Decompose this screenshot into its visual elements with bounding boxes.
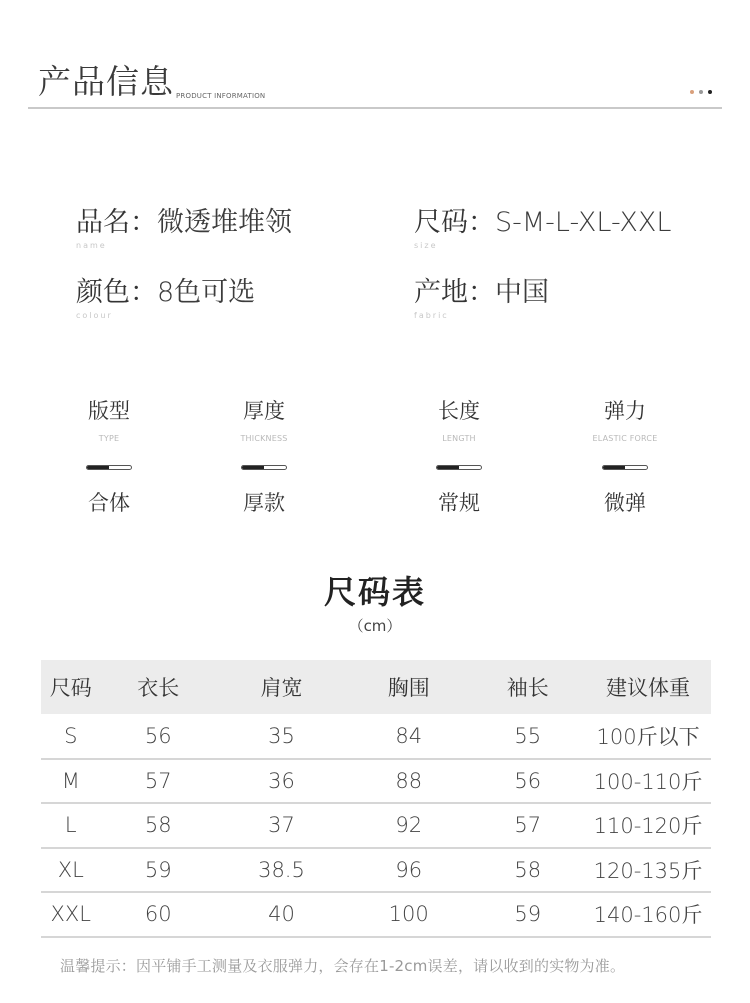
size-chart-title: 尺码表 <box>323 573 426 611</box>
header-divider <box>28 107 722 109</box>
attribute-thickness <box>194 398 334 516</box>
attribute-type <box>39 398 179 516</box>
page-subtitle: PRODUCT INFORMATION <box>176 92 266 100</box>
table-cell: 36 <box>216 759 347 804</box>
table-row <box>41 759 711 804</box>
attribute-value: 微弹 <box>604 491 646 515</box>
table-cell: 84 <box>347 714 471 759</box>
page-title: 产品信息 <box>38 62 174 101</box>
table-cell: 57 <box>471 803 586 848</box>
table-cell: 56 <box>101 714 216 759</box>
table-cell: 92 <box>347 803 471 848</box>
attribute-en: TYPE <box>98 434 120 443</box>
info-origin-value: 中国 <box>495 277 549 308</box>
table-header-cell: 胸围 <box>347 660 471 714</box>
info-name <box>76 206 292 251</box>
meter-fill <box>603 466 625 469</box>
table-cell: 100 <box>347 892 471 937</box>
table-row <box>41 714 711 759</box>
size-chart-heading <box>0 572 750 636</box>
table-cell: 57 <box>101 759 216 804</box>
table-cell: L <box>41 803 101 848</box>
attribute-meter <box>241 465 287 470</box>
table-cell: XL <box>41 848 101 893</box>
attribute-length <box>389 398 529 516</box>
info-color-value: 8色可选 <box>157 277 256 308</box>
info-name-label: 品名： <box>76 207 157 238</box>
table-cell: 96 <box>347 848 471 893</box>
table-cell: 56 <box>471 759 586 804</box>
table-cell: 58 <box>471 848 586 893</box>
attribute-value: 常规 <box>438 491 480 515</box>
attribute-label: 长度 <box>438 399 480 423</box>
table-cell: 100斤以下 <box>585 714 711 759</box>
table-cell: 35 <box>216 714 347 759</box>
table-cell: 37 <box>216 803 347 848</box>
attribute-value: 合体 <box>88 491 130 515</box>
meter-fill <box>242 466 264 469</box>
meter-fill <box>437 466 459 469</box>
table-header-cell: 衣长 <box>101 660 216 714</box>
table-cell: 40 <box>216 892 347 937</box>
size-table <box>41 660 711 938</box>
decorative-dots <box>690 90 712 94</box>
attribute-en: ELASTIC FORCE <box>592 434 658 443</box>
table-cell: 88 <box>347 759 471 804</box>
table-cell: 58 <box>101 803 216 848</box>
attribute-en: LENGTH <box>442 434 476 443</box>
table-header-cell: 尺码 <box>41 660 101 714</box>
info-size-en: size <box>414 241 438 250</box>
table-cell: 55 <box>471 714 586 759</box>
attribute-meter <box>86 465 132 470</box>
attribute-label: 厚度 <box>243 399 285 423</box>
table-cell: 38.5 <box>216 848 347 893</box>
info-color-en: colour <box>76 311 113 320</box>
info-size <box>414 206 671 251</box>
table-cell: 59 <box>471 892 586 937</box>
attribute-value: 厚款 <box>243 491 285 515</box>
info-size-label: 尺码： <box>414 207 495 238</box>
info-color <box>76 276 255 321</box>
table-cell: S <box>41 714 101 759</box>
table-header-cell: 袖长 <box>471 660 586 714</box>
table-cell: 140-160斤 <box>585 892 711 937</box>
info-origin-label: 产地： <box>414 277 495 308</box>
table-cell: 120-135斤 <box>585 848 711 893</box>
info-origin <box>414 276 549 321</box>
attribute-label: 版型 <box>88 399 130 423</box>
table-header-row <box>41 660 711 714</box>
dot-icon <box>699 90 703 94</box>
info-color-label: 颜色： <box>76 277 157 308</box>
info-origin-en: fabric <box>414 311 449 320</box>
dot-icon <box>708 90 712 94</box>
table-header-cell: 建议体重 <box>585 660 711 714</box>
attribute-label: 弹力 <box>604 399 646 423</box>
table-cell: M <box>41 759 101 804</box>
info-name-value: 微透堆堆领 <box>157 207 292 238</box>
table-row <box>41 892 711 937</box>
table-cell: XXL <box>41 892 101 937</box>
size-chart-title-box <box>318 572 432 612</box>
measurement-note: 温馨提示：因平铺手工测量及衣服弹力，会存在1-2cm误差，请以收到的实物为准。 <box>60 957 626 975</box>
header <box>0 0 750 112</box>
size-chart-unit: （cm） <box>348 617 402 635</box>
attribute-meter <box>436 465 482 470</box>
info-name-en: name <box>76 241 107 250</box>
table-cell: 100-110斤 <box>585 759 711 804</box>
table-row <box>41 803 711 848</box>
table-cell: 59 <box>101 848 216 893</box>
meter-fill <box>87 466 109 469</box>
table-header-cell: 肩宽 <box>216 660 347 714</box>
table-cell: 60 <box>101 892 216 937</box>
attribute-en: THICKNESS <box>240 434 288 443</box>
attribute-elastic <box>555 398 695 516</box>
table-cell: 110-120斤 <box>585 803 711 848</box>
attribute-meter <box>602 465 648 470</box>
dot-icon <box>690 90 694 94</box>
table-row <box>41 848 711 893</box>
info-size-value: S-M-L-XL-XXL <box>495 207 672 238</box>
